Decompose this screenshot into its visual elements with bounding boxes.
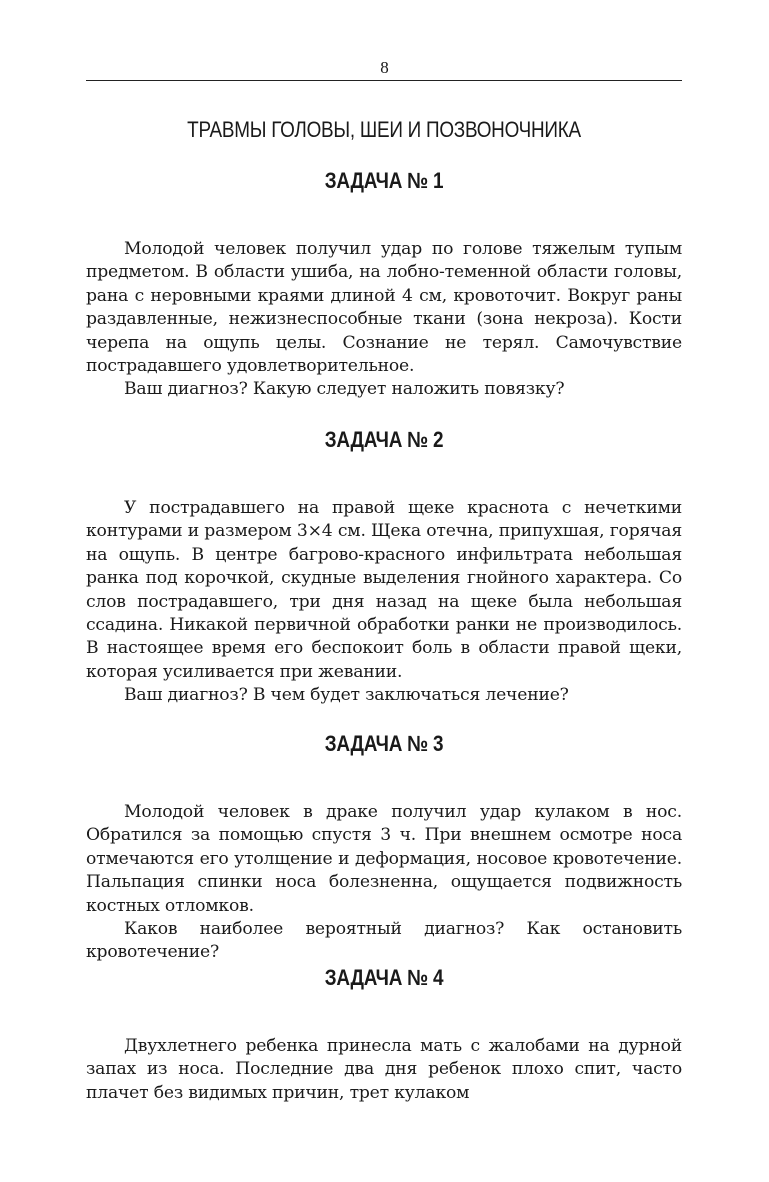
- task-1-body: [86, 238, 682, 402]
- task-3: [86, 729, 682, 965]
- task-3-heading: ЗАДАЧА № 3: [324, 731, 444, 756]
- task-4-body: [86, 1035, 682, 1105]
- page-number: 8: [380, 58, 389, 77]
- task-3-body: [86, 801, 682, 965]
- task-4: [86, 963, 682, 1105]
- task-2-paragraph-1: У пострадавшего на правой щеке краснота с нечеткими контурами и размером 3×4 см. Щека отечна, припухшая, горячая на ощупь. В центре багрово-красного инфильтрата небольшая ранка под корочкой, скудные выделения гнойного характера. Со слов пострадавшего, три дня назад на щеке была небольшая ссадина. Никакой первичной обработки ранки не производилось. В настоящее время его беспокоит боль в области правой щеки, которая усиливается при жевании.: [86, 498, 682, 682]
- task-2-body: [86, 497, 682, 708]
- task-1-heading: ЗАДАЧА № 1: [324, 168, 444, 193]
- task-4-paragraph-1: Двухлетнего ребенка принесла мать с жалобами на дурной запах из носа. Последние два дня ребенок плохо спит, часто плачет без видимых причин, трет кулаком: [86, 1036, 682, 1103]
- task-2: [86, 425, 682, 708]
- task-2-question: Ваш диагноз? В чем будет заключаться лечение?: [124, 685, 569, 706]
- header-rule: [86, 80, 682, 81]
- section-title: ТРАВМЫ ГОЛОВЫ, ШЕИ И ПОЗВОНОЧНИКА: [187, 117, 581, 142]
- task-1-question: Ваш диагноз? Какую следует наложить повязку?: [124, 379, 565, 400]
- task-3-question: Каков наиболее вероятный диагноз? Как остановить кровотечение?: [86, 919, 682, 963]
- task-1: [86, 166, 682, 402]
- task-2-heading: ЗАДАЧА № 2: [324, 427, 444, 452]
- task-4-heading: ЗАДАЧА № 4: [324, 965, 444, 990]
- task-3-paragraph-1: Молодой человек в драке получил удар кулаком в нос. Обратился за помощью спустя 3 ч. При внешнем осмотре носа отмечаются его утолщение и деформация, носовое кровотечение. Пальпация спинки носа болезненна, ощущается подвижность костных отломков.: [86, 802, 682, 916]
- task-1-paragraph-1: Молодой человек получил удар по голове тяжелым тупым предметом. В области ушиба, на лобно-теменной области головы, рана с неровными краями длиной 4 см, кровоточит. Вокруг раны раздавленные, нежизнеспособные ткани (зона некроза). Кости черепа на ощупь целы. Сознание не терял. Самочувствие пострадавшего удовлетворительное.: [86, 239, 682, 377]
